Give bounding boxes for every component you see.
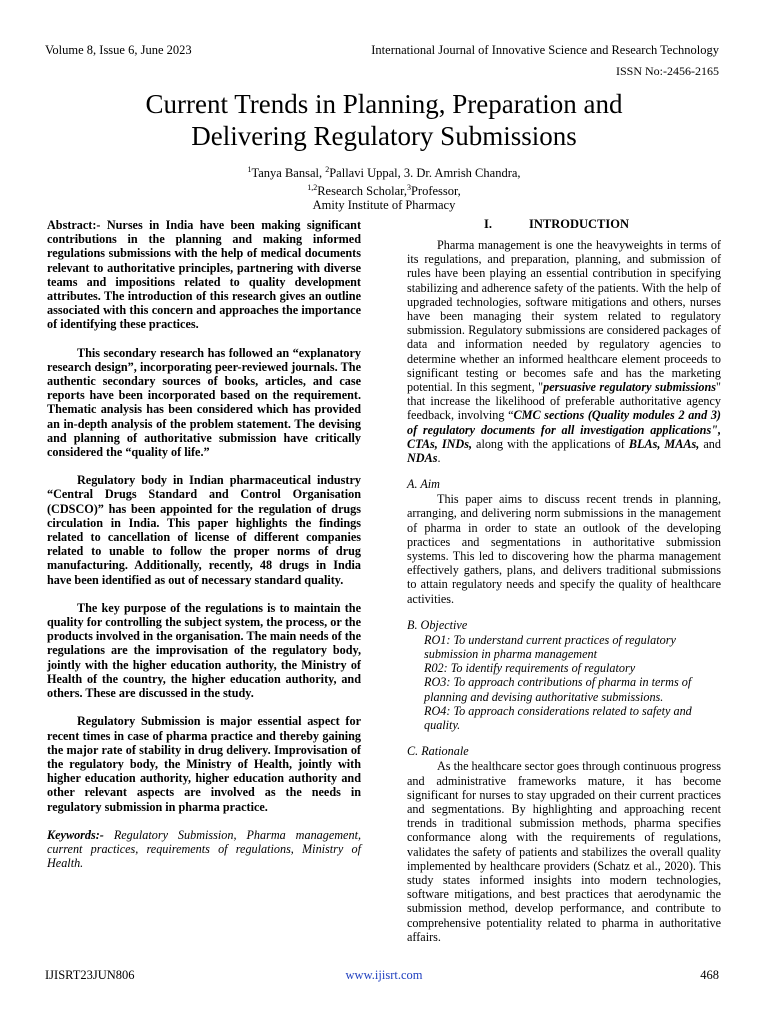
subsection-rationale-heading: C. Rationale <box>407 744 469 759</box>
abstract-paragraph-2: This secondary research has followed an “explanatory research design”, incorporating peer-reviewed journals. The authentic secondary sources of books, articles, and case reports have been incorporated based on the requirement. Thematic analysis has been considered which has provided an in-depth analysis of the problem statement. The devising and planning of authoritative submission have critically considered the “quality of life.” <box>47 345 361 460</box>
author-institute: Amity Institute of Pharmacy <box>312 198 456 213</box>
subsection-aim-heading: A. Aim <box>407 477 440 492</box>
aim-paragraph: This paper aims to discuss recent trends in planning, arranging, and delivering norm submissions in the management of pharma in order to state an outlook of the developing practices and segmentations in authoritative submission systems. This led to discovering how the pharma management effectively gathers, plans, and delivers traditional submissions to attain regulatory needs and specify the quality of healthcare activities. <box>407 492 721 606</box>
keywords-label: Keywords:- <box>47 827 114 842</box>
title-line-2: Delivering Regulatory Submissions <box>191 121 577 151</box>
volume-info: Volume 8, Issue 6, June 2023 <box>45 43 192 57</box>
objective-item: RO3: To approach contributions of pharma in terms of planning and devising authoritative submissions. <box>424 675 692 704</box>
abstract: Abstract:- Nurses in India have been making significant contributions in the planning and making informed regulations submissions with the help of medical documents relevant to authoritative principles, partnering with diverse teams and impositions related to quality development attributes. The introduction of this research gives an outline associated with this concern and approaches the importance of identifying these practices. <box>47 218 361 332</box>
author-names: $^1$Tanya Bansal, $^2$Pallavi Uppal, 3. Dr. Amrish Chandra, <box>247 165 521 181</box>
keywords-text: Regulatory Submission, Pharma management, current practices, requirements of regulations, Ministry of Health. <box>47 827 361 871</box>
right-column <box>407 217 721 944</box>
journal-url[interactable]: www.ijisrt.com <box>345 968 423 982</box>
title-line-1: Current Trends in Planning, Preparation and <box>145 89 623 119</box>
objectives-list <box>407 633 721 732</box>
issn: ISSN No:-2456-2165 <box>615 64 719 78</box>
section-number: I. <box>484 217 492 231</box>
keywords <box>47 828 361 871</box>
paper-code: IJISRT23JUN806 <box>45 968 135 982</box>
abstract-paragraph-5: Regulatory Submission is major essential aspect for recent times in case of pharma practice and thereby gaining the major rate of stability in drug delivery. Improvisation of the regulatory body, the Ministry of Health, jointly with higher education authority, higher education authority and other relevant aspects are involved as the needs in regulatory submission in pharma practice. <box>47 714 361 814</box>
author-roles: $^{1,2}$Research Scholar,$^3$Professor, <box>307 182 461 198</box>
section-title: INTRODUCTION <box>529 217 630 231</box>
section-heading-introduction <box>407 217 721 238</box>
author-block <box>100 163 668 213</box>
page-number: 468 <box>700 968 719 982</box>
objective-item: RO4: To approach considerations related to safety and quality. <box>424 703 692 733</box>
introduction-paragraph: Pharma management is one the heavyweights in terms of its regulations, and preparation, planning, and submission of rules have been playing an essential contribution in specifying stabilizing and adherence safety of the patients. With the help of upgraded technologies, software mitigations and others, nurses have been managing their system related to regulatory submission. Regulatory submissions are considered packages of data and information needed by regulatory agencies to determine whether an informed healthcare element proceeds to significant testing or becomes safe and has the marketing potential. In this segment, "persuasive regulatory submissions" that increase the likelihood of preferable authoritative agency feedback, involving “CMC sections (Quality modules 2 and 3) of regulatory documents for all investigation applications", CTAs, INDs, along with the applications of BLAs, MAAs, and NDAs. <box>407 238 721 466</box>
paper-title <box>60 88 708 152</box>
abstract-paragraph-4: The key purpose of the regulations is to maintain the quality for controlling the subject system, the process, or the products involved in the organisation. The main needs of the regulations are the improvisation of the regulatory body, jointly with the higher education authority, the Ministry of Health of the country, the higher education authority, and others. These are discussed in the study. <box>47 600 361 701</box>
left-column <box>47 218 361 870</box>
objective-item: R02: To identify requirements of regulatory <box>424 661 636 676</box>
journal-name: International Journal of Innovative Science and Research Technology <box>371 43 719 57</box>
subsection-objective-heading: B. Objective <box>407 617 468 632</box>
abstract-paragraph-3: Regulatory body in Indian pharmaceutical industry “Central Drugs Standard and Control Organisation (CDSCO)” has been appointed for the regulation of drugs circulation in India. This paper highlights the findings related to cancellation of license of different companies related to unable to follow the proper norms of drug manufacturing. Additionally, recently, 48 drugs in India have been identified as out of necessary standard quality. <box>47 473 361 587</box>
rationale-paragraph: As the healthcare sector goes through continuous progress and administrative frameworks mature, it has become significant for nurses to stay upgraded on their current practices and segmentations. By highlighting and approaching recent trends in traditional submission methods, pharma specifies conformance along with the requirements of regulations, validates the safety of patients and stabilizes the overall quality implemented by healthcare providers (Schatz et al., 2020). This study states informed insights into modern technologies, software mitigations, and best practices that aerodynamic the submission method, develop performance, and contribute to comprehensive potentiality related to pharma in authoritative affairs. <box>407 759 721 944</box>
objective-item: RO1: To understand current practices of regulatory submission in pharma management <box>424 632 676 662</box>
